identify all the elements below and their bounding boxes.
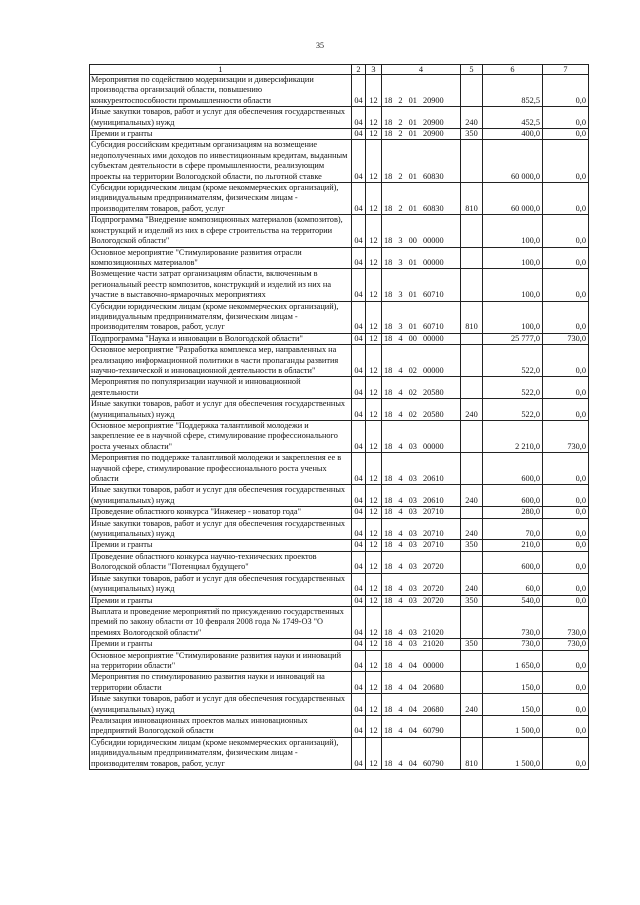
table-row xyxy=(90,75,589,107)
table-row xyxy=(90,301,589,333)
column-header: 1 xyxy=(90,65,352,75)
table-row xyxy=(90,485,589,507)
table-row xyxy=(90,507,589,518)
table-row xyxy=(90,551,589,573)
subsection-code: 12 xyxy=(366,540,382,551)
row-name: Субсидии юридическим лицам (кроме некоммерческих организаций), индивидуальным предпринимателям, физическим лицам - производителям товаров, работ, услуг xyxy=(90,183,352,215)
section-code: 04 xyxy=(352,595,366,606)
amount-col7: 0,0 xyxy=(543,694,589,716)
amount-col7: 730,0 xyxy=(543,333,589,344)
target-article-code: 18 4 02 20580 xyxy=(382,399,461,421)
row-name: Иные закупки товаров, работ и услуг для обеспечения государственных (муниципальных) нужд xyxy=(90,518,352,540)
expense-type-code: 240 xyxy=(461,518,483,540)
expense-type-code: 240 xyxy=(461,694,483,716)
section-code: 04 xyxy=(352,606,366,638)
amount-col7: 0,0 xyxy=(543,507,589,518)
amount-col7: 0,0 xyxy=(543,737,589,769)
amount-col7: 0,0 xyxy=(543,540,589,551)
target-article-code: 18 2 01 60830 xyxy=(382,183,461,215)
column-header: 2 xyxy=(352,65,366,75)
table-row xyxy=(90,247,589,269)
amount-col6: 1 650,0 xyxy=(483,650,543,672)
amount-col6: 852,5 xyxy=(483,75,543,107)
subsection-code: 12 xyxy=(366,606,382,638)
subsection-code: 12 xyxy=(366,485,382,507)
amount-col6: 100,0 xyxy=(483,301,543,333)
budget-table xyxy=(89,64,589,770)
row-name: Иные закупки товаров, работ и услуг для обеспечения государственных (муниципальных) нужд xyxy=(90,573,352,595)
amount-col7: 0,0 xyxy=(543,715,589,737)
expense-type-code xyxy=(461,453,483,485)
table-row xyxy=(90,453,589,485)
row-name: Иные закупки товаров, работ и услуг для обеспечения государственных (муниципальных) нужд xyxy=(90,399,352,421)
target-article-code: 18 3 01 00000 xyxy=(382,247,461,269)
section-code: 04 xyxy=(352,737,366,769)
row-name: Премии и гранты xyxy=(90,129,352,140)
expense-type-code xyxy=(461,715,483,737)
row-name: Основное мероприятие "Поддержка талантливой молодежи и закрепление ее в научной сфере, стимулирование профессионального роста ученых области" xyxy=(90,421,352,453)
expense-type-code: 350 xyxy=(461,639,483,650)
page-number: 35 xyxy=(316,41,324,50)
section-code: 04 xyxy=(352,399,366,421)
target-article-code: 18 4 03 20720 xyxy=(382,573,461,595)
amount-col7: 0,0 xyxy=(543,377,589,399)
section-code: 04 xyxy=(352,650,366,672)
section-code: 04 xyxy=(352,672,366,694)
amount-col6: 60 000,0 xyxy=(483,140,543,183)
expense-type-code: 350 xyxy=(461,595,483,606)
section-code: 04 xyxy=(352,453,366,485)
row-name: Субсидии юридическим лицам (кроме некоммерческих организаций), индивидуальным предпринимателям, физическим лицам - производителям товаров, работ, услуг xyxy=(90,737,352,769)
expense-type-code xyxy=(461,345,483,377)
section-code: 04 xyxy=(352,485,366,507)
amount-col7: 0,0 xyxy=(543,183,589,215)
target-article-code: 18 2 01 60830 xyxy=(382,140,461,183)
section-code: 04 xyxy=(352,75,366,107)
expense-type-code xyxy=(461,672,483,694)
target-article-code: 18 4 03 21020 xyxy=(382,639,461,650)
expense-type-code xyxy=(461,650,483,672)
target-article-code: 18 4 03 20710 xyxy=(382,518,461,540)
row-name: Основное мероприятие "Стимулирование развития отрасли композиционных материалов" xyxy=(90,247,352,269)
amount-col6: 150,0 xyxy=(483,694,543,716)
table-row xyxy=(90,140,589,183)
table-row xyxy=(90,377,589,399)
amount-col6: 1 500,0 xyxy=(483,715,543,737)
amount-col6: 100,0 xyxy=(483,247,543,269)
row-name: Иные закупки товаров, работ и услуг для обеспечения государственных (муниципальных) нужд xyxy=(90,485,352,507)
target-article-code: 18 2 01 20900 xyxy=(382,107,461,129)
expense-type-code xyxy=(461,247,483,269)
target-article-code: 18 4 03 20720 xyxy=(382,595,461,606)
row-name: Премии и гранты xyxy=(90,540,352,551)
amount-col7: 0,0 xyxy=(543,345,589,377)
subsection-code: 12 xyxy=(366,595,382,606)
expense-type-code: 350 xyxy=(461,540,483,551)
table-row xyxy=(90,737,589,769)
amount-col6: 730,0 xyxy=(483,639,543,650)
subsection-code: 12 xyxy=(366,551,382,573)
table-row xyxy=(90,606,589,638)
expense-type-code: 350 xyxy=(461,129,483,140)
table-row xyxy=(90,540,589,551)
expense-type-code: 810 xyxy=(461,737,483,769)
amount-col6: 1 500,0 xyxy=(483,737,543,769)
subsection-code: 12 xyxy=(366,183,382,215)
table-row xyxy=(90,421,589,453)
amount-col7: 730,0 xyxy=(543,421,589,453)
table-row xyxy=(90,399,589,421)
row-name: Подпрограмма "Внедрение композиционных материалов (композитов), конструкций и изделий из них в сфере строительства на территории Вологодской области" xyxy=(90,215,352,247)
subsection-code: 12 xyxy=(366,107,382,129)
amount-col7: 0,0 xyxy=(543,107,589,129)
amount-col7: 0,0 xyxy=(543,75,589,107)
expense-type-code: 240 xyxy=(461,399,483,421)
target-article-code: 18 4 04 20680 xyxy=(382,694,461,716)
target-article-code: 18 4 03 21020 xyxy=(382,606,461,638)
subsection-code: 12 xyxy=(366,129,382,140)
amount-col6: 600,0 xyxy=(483,551,543,573)
table-row xyxy=(90,345,589,377)
amount-col7: 0,0 xyxy=(543,485,589,507)
target-article-code: 18 4 03 20720 xyxy=(382,551,461,573)
column-header: 3 xyxy=(366,65,382,75)
amount-col6: 60,0 xyxy=(483,573,543,595)
amount-col7: 0,0 xyxy=(543,140,589,183)
column-header: 7 xyxy=(543,65,589,75)
subsection-code: 12 xyxy=(366,715,382,737)
amount-col6: 100,0 xyxy=(483,269,543,301)
column-header: 4 xyxy=(382,65,461,75)
amount-col6: 100,0 xyxy=(483,215,543,247)
header-row xyxy=(90,65,589,75)
row-name: Выплата и проведение мероприятий по присуждению государственных премий по закону области от 10 февраля 2008 года № 1749-ОЗ "О премиях Вологодской области" xyxy=(90,606,352,638)
row-name: Проведение областного конкурса "Инженер - новатор года" xyxy=(90,507,352,518)
section-code: 04 xyxy=(352,377,366,399)
subsection-code: 12 xyxy=(366,737,382,769)
section-code: 04 xyxy=(352,694,366,716)
row-name: Мероприятия по популяризации научной и инновационной деятельности xyxy=(90,377,352,399)
section-code: 04 xyxy=(352,551,366,573)
row-name: Субсидии юридическим лицам (кроме некоммерческих организаций), индивидуальным предпринимателям, физическим лицам - производителям товаров, работ, услуг xyxy=(90,301,352,333)
amount-col6: 452,5 xyxy=(483,107,543,129)
table-row xyxy=(90,518,589,540)
subsection-code: 12 xyxy=(366,301,382,333)
amount-col7: 0,0 xyxy=(543,269,589,301)
table-row xyxy=(90,129,589,140)
section-code: 04 xyxy=(352,183,366,215)
section-code: 04 xyxy=(352,639,366,650)
target-article-code: 18 2 01 20900 xyxy=(382,129,461,140)
subsection-code: 12 xyxy=(366,333,382,344)
subsection-code: 12 xyxy=(366,453,382,485)
row-name: Иные закупки товаров, работ и услуг для обеспечения государственных (муниципальных) нужд xyxy=(90,694,352,716)
subsection-code: 12 xyxy=(366,215,382,247)
row-name: Премии и гранты xyxy=(90,595,352,606)
row-name: Основное мероприятие "Разработка комплекса мер, направленных на реализацию информационной политики в части пропаганды развития научно-технической и инновационной деятельности в области" xyxy=(90,345,352,377)
table-row xyxy=(90,650,589,672)
target-article-code: 18 4 03 00000 xyxy=(382,421,461,453)
target-article-code: 18 4 03 20610 xyxy=(382,485,461,507)
table-row xyxy=(90,215,589,247)
row-name: Реализация инновационных проектов малых инновационных предприятий Вологодской области xyxy=(90,715,352,737)
section-code: 04 xyxy=(352,269,366,301)
target-article-code: 18 3 01 60710 xyxy=(382,301,461,333)
section-code: 04 xyxy=(352,333,366,344)
expense-type-code xyxy=(461,606,483,638)
column-header: 5 xyxy=(461,65,483,75)
section-code: 04 xyxy=(352,215,366,247)
target-article-code: 18 4 03 20710 xyxy=(382,540,461,551)
amount-col6: 600,0 xyxy=(483,453,543,485)
amount-col6: 2 210,0 xyxy=(483,421,543,453)
subsection-code: 12 xyxy=(366,269,382,301)
amount-col7: 0,0 xyxy=(543,129,589,140)
table-row xyxy=(90,672,589,694)
subsection-code: 12 xyxy=(366,399,382,421)
target-article-code: 18 4 00 00000 xyxy=(382,333,461,344)
subsection-code: 12 xyxy=(366,247,382,269)
row-name: Подпрограмма "Наука и инновации в Вологодской области" xyxy=(90,333,352,344)
target-article-code: 18 4 03 20710 xyxy=(382,507,461,518)
table-row xyxy=(90,107,589,129)
amount-col6: 150,0 xyxy=(483,672,543,694)
table-row xyxy=(90,333,589,344)
amount-col6: 540,0 xyxy=(483,595,543,606)
amount-col7: 0,0 xyxy=(543,573,589,595)
row-name: Субсидия российским кредитным организациям на возмещение недополученных ими доходов по инвестиционным кредитам, выданным субъектам деятельности в сфере промышленности, реализующим проекты на территории Вологодской области, по льготной ставке xyxy=(90,140,352,183)
table-row xyxy=(90,573,589,595)
amount-col7: 0,0 xyxy=(543,551,589,573)
expense-type-code xyxy=(461,140,483,183)
amount-col6: 60 000,0 xyxy=(483,183,543,215)
subsection-code: 12 xyxy=(366,75,382,107)
amount-col7: 0,0 xyxy=(543,301,589,333)
row-name: Мероприятия по содействию модернизации и диверсификации производства организаций области, повышению конкурентоспособности промышленности области xyxy=(90,75,352,107)
row-name: Премии и гранты xyxy=(90,639,352,650)
amount-col6: 280,0 xyxy=(483,507,543,518)
subsection-code: 12 xyxy=(366,672,382,694)
section-code: 04 xyxy=(352,421,366,453)
expense-type-code: 240 xyxy=(461,485,483,507)
table-row xyxy=(90,595,589,606)
target-article-code: 18 4 04 60790 xyxy=(382,737,461,769)
column-header: 6 xyxy=(483,65,543,75)
section-code: 04 xyxy=(352,540,366,551)
table-row xyxy=(90,694,589,716)
row-name: Иные закупки товаров, работ и услуг для обеспечения государственных (муниципальных) нужд xyxy=(90,107,352,129)
section-code: 04 xyxy=(352,247,366,269)
expense-type-code xyxy=(461,75,483,107)
subsection-code: 12 xyxy=(366,507,382,518)
section-code: 04 xyxy=(352,573,366,595)
amount-col7: 730,0 xyxy=(543,606,589,638)
expense-type-code xyxy=(461,269,483,301)
expense-type-code xyxy=(461,215,483,247)
amount-col7: 0,0 xyxy=(543,595,589,606)
expense-type-code: 810 xyxy=(461,183,483,215)
section-code: 04 xyxy=(352,107,366,129)
section-code: 04 xyxy=(352,507,366,518)
expense-type-code xyxy=(461,421,483,453)
amount-col6: 730,0 xyxy=(483,606,543,638)
table-body xyxy=(90,75,589,770)
table-row xyxy=(90,715,589,737)
expense-type-code: 240 xyxy=(461,573,483,595)
target-article-code: 18 4 04 60790 xyxy=(382,715,461,737)
target-article-code: 18 3 01 60710 xyxy=(382,269,461,301)
target-article-code: 18 4 02 00000 xyxy=(382,345,461,377)
amount-col6: 522,0 xyxy=(483,399,543,421)
target-article-code: 18 4 04 00000 xyxy=(382,650,461,672)
amount-col7: 0,0 xyxy=(543,399,589,421)
section-code: 04 xyxy=(352,345,366,377)
expense-type-code xyxy=(461,377,483,399)
section-code: 04 xyxy=(352,518,366,540)
subsection-code: 12 xyxy=(366,650,382,672)
amount-col6: 70,0 xyxy=(483,518,543,540)
expense-type-code: 810 xyxy=(461,301,483,333)
amount-col7: 0,0 xyxy=(543,453,589,485)
target-article-code: 18 2 01 20900 xyxy=(382,75,461,107)
subsection-code: 12 xyxy=(366,694,382,716)
subsection-code: 12 xyxy=(366,573,382,595)
target-article-code: 18 4 03 20610 xyxy=(382,453,461,485)
expense-type-code: 240 xyxy=(461,107,483,129)
section-code: 04 xyxy=(352,715,366,737)
subsection-code: 12 xyxy=(366,639,382,650)
subsection-code: 12 xyxy=(366,140,382,183)
amount-col7: 730,0 xyxy=(543,639,589,650)
row-name: Мероприятия по стимулированию развития науки и инноваций на территории области xyxy=(90,672,352,694)
expense-type-code xyxy=(461,333,483,344)
amount-col7: 0,0 xyxy=(543,672,589,694)
expense-type-code xyxy=(461,507,483,518)
target-article-code: 18 3 00 00000 xyxy=(382,215,461,247)
target-article-code: 18 4 02 20580 xyxy=(382,377,461,399)
amount-col6: 25 777,0 xyxy=(483,333,543,344)
amount-col7: 0,0 xyxy=(543,650,589,672)
target-article-code: 18 4 04 20680 xyxy=(382,672,461,694)
section-code: 04 xyxy=(352,129,366,140)
amount-col6: 522,0 xyxy=(483,345,543,377)
amount-col6: 210,0 xyxy=(483,540,543,551)
expense-type-code xyxy=(461,551,483,573)
amount-col7: 0,0 xyxy=(543,247,589,269)
subsection-code: 12 xyxy=(366,518,382,540)
subsection-code: 12 xyxy=(366,377,382,399)
amount-col7: 0,0 xyxy=(543,215,589,247)
row-name: Основное мероприятие "Стимулирование развития науки и инноваций на территории области" xyxy=(90,650,352,672)
section-code: 04 xyxy=(352,140,366,183)
row-name: Проведение областного конкурса научно-технических проектов Вологодской области "Потенциал будущего" xyxy=(90,551,352,573)
table-row xyxy=(90,639,589,650)
row-name: Мероприятия по поддержке талантливой молодежи и закрепления ее в научной сфере, стимулирование профессионального роста ученых области xyxy=(90,453,352,485)
table-row xyxy=(90,183,589,215)
subsection-code: 12 xyxy=(366,421,382,453)
section-code: 04 xyxy=(352,301,366,333)
amount-col6: 400,0 xyxy=(483,129,543,140)
amount-col7: 0,0 xyxy=(543,518,589,540)
table-row xyxy=(90,269,589,301)
subsection-code: 12 xyxy=(366,345,382,377)
amount-col6: 522,0 xyxy=(483,377,543,399)
amount-col6: 600,0 xyxy=(483,485,543,507)
row-name: Возмещение части затрат организациям области, включенным в региональный реестр композитов, конструкций и изделий из них на участие в выставочно-ярмарочных мероприятиях xyxy=(90,269,352,301)
